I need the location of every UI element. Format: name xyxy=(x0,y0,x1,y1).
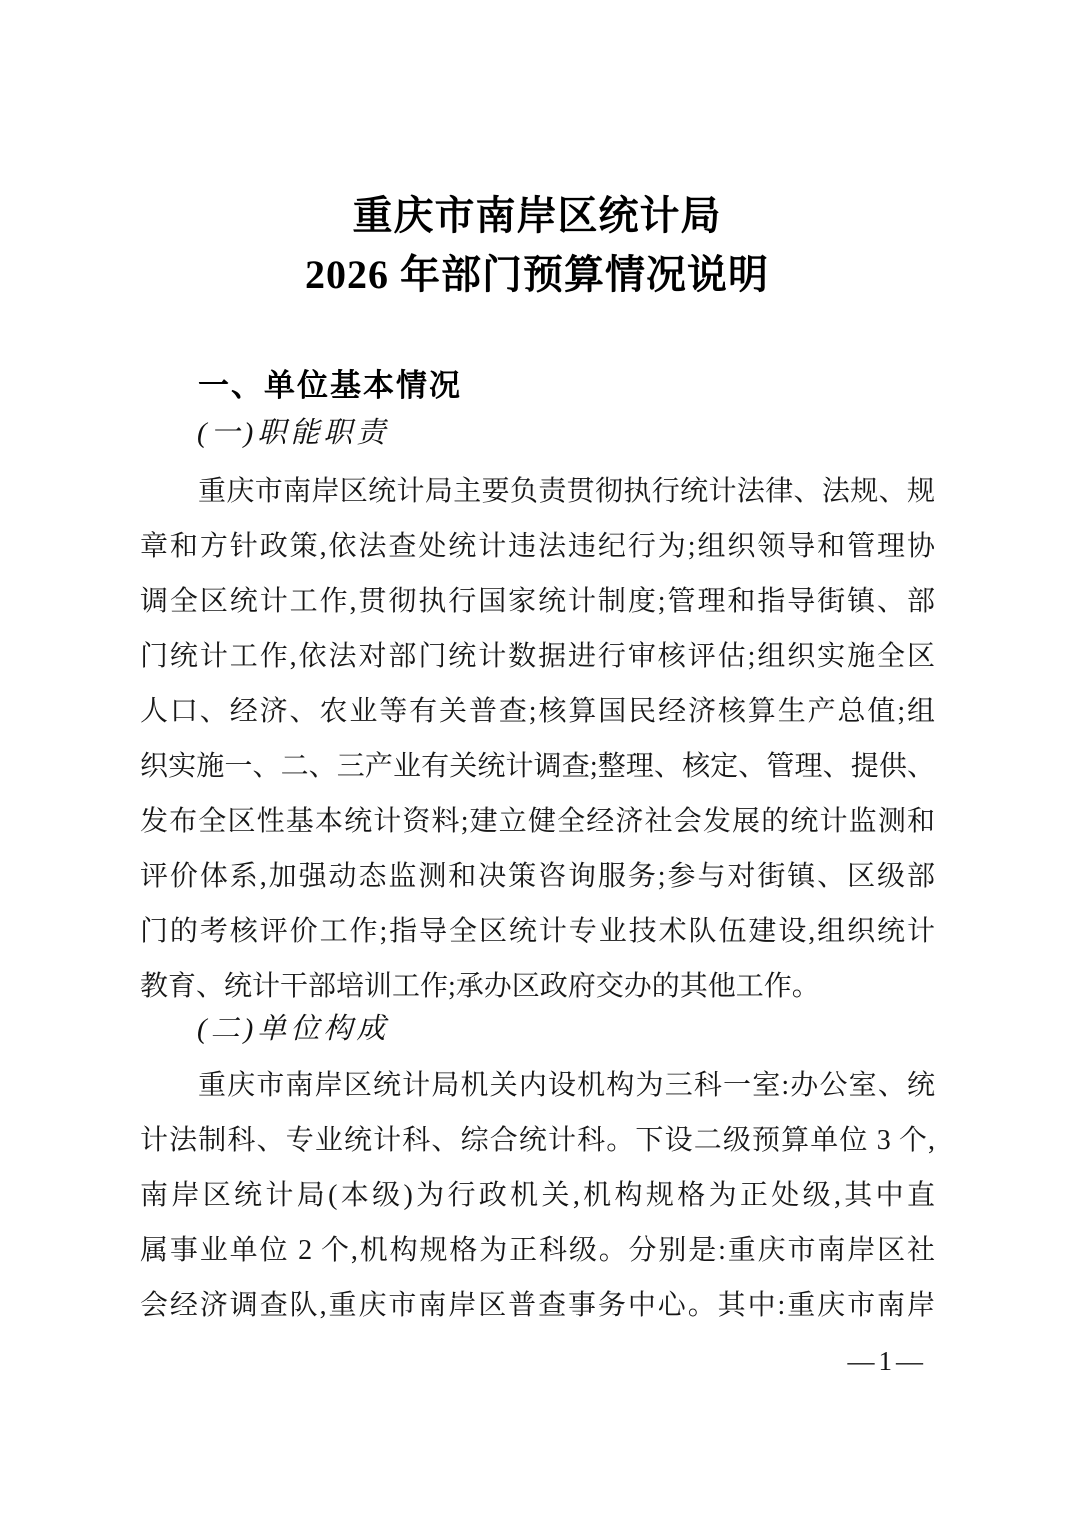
body-line: 章和方针政策,依法查处统计违法违纪行为;组织领导和管理协 xyxy=(140,531,935,562)
body-line: 调全区统计工作,贯彻执行国家统计制度;管理和指导街镇、部 xyxy=(140,586,935,617)
body-line: 属事业单位 2 个,机构规格为正科级。分别是:重庆市南岸区社 xyxy=(140,1235,935,1266)
body-line: 教育、统计干部培训工作;承办区政府交办的其他工作。 xyxy=(140,971,820,1002)
body-line: 评价体系,加强动态监测和决策咨询服务;参与对街镇、区级部 xyxy=(140,861,935,892)
document-title-line-1: 重庆市南岸区统计局 xyxy=(352,193,722,238)
document-title-line-2: 2026 年部门预算情况说明 xyxy=(305,252,769,297)
paragraph-duties xyxy=(140,464,935,1014)
body-line: 重庆市南岸区统计局主要负责贯彻执行统计法律、法规、规 xyxy=(198,476,935,507)
body-line: 发布全区性基本统计资料;建立健全经济社会发展的统计监测和 xyxy=(140,806,935,837)
paragraph-composition xyxy=(140,1058,935,1333)
section-1-heading: 一、单位基本情况 xyxy=(198,368,462,403)
subsection-1-2-heading: (二)单位构成 xyxy=(197,1013,390,1045)
body-line: 织实施一、二、三产业有关统计调查;整理、核定、管理、提供、 xyxy=(140,751,935,782)
page-number: —1— xyxy=(847,1346,927,1376)
body-line: 人口、经济、农业等有关普查;核算国民经济核算生产总值;组 xyxy=(140,696,935,727)
body-line: 南岸区统计局(本级)为行政机关,机构规格为正处级,其中直 xyxy=(140,1180,935,1211)
body-line: 计法制科、专业统计科、综合统计科。下设二级预算单位 3 个, xyxy=(140,1125,935,1156)
body-line: 门的考核评价工作;指导全区统计专业技术队伍建设,组织统计 xyxy=(140,916,935,947)
subsection-1-1-heading: (一)职能职责 xyxy=(197,417,390,449)
body-line: 重庆市南岸区统计局机关内设机构为三科一室:办公室、统 xyxy=(198,1070,935,1101)
body-line: 会经济调查队,重庆市南岸区普查事务中心。其中:重庆市南岸 xyxy=(140,1290,935,1321)
body-line: 门统计工作,依法对部门统计数据进行审核评估;组织实施全区 xyxy=(140,641,935,672)
document-title xyxy=(0,186,1074,304)
